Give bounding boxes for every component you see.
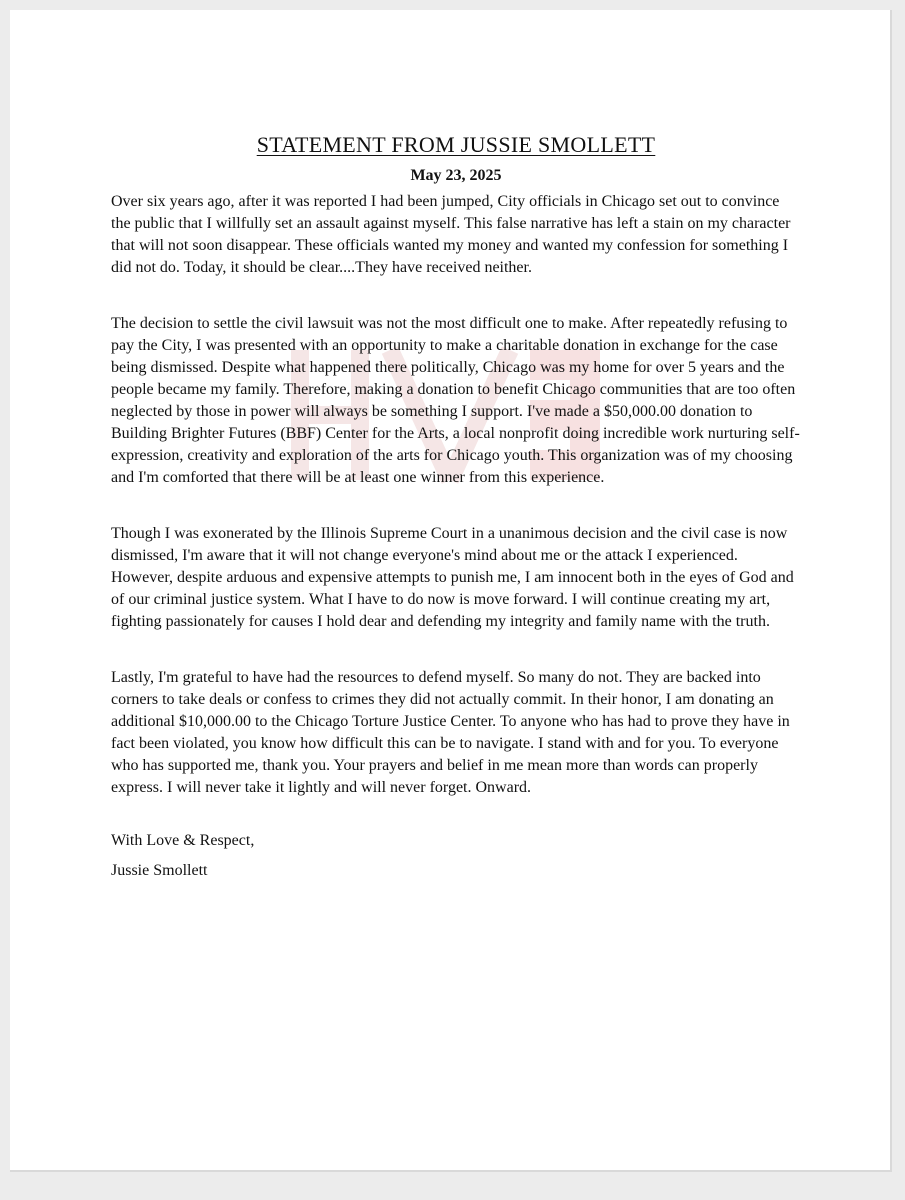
signature-name: Jussie Smollett: [111, 862, 208, 879]
document-page: [10, 10, 892, 1172]
paragraph-1: Over six years ago, after it was reported I had been jumped, City officials in Chicago set out to convince the public that I willfully set an assault against myself. This false narrative has left a stain on my character that will not soon disappear. These officials wanted my money and wanted my confession for something I did not do. Today, it should be clear....They have received neither.: [111, 193, 791, 276]
closing-line: With Love & Respect,: [111, 832, 255, 849]
paragraph-gap: [111, 279, 801, 313]
paragraph-4: Lastly, I'm grateful to have had the resources to defend myself. So many do not. They are backed into corners to take deals or confess to crimes they did not actually commit. In their honor, I am donating an additional $10,000.00 to the Chicago Torture Justice Center. To anyone who has had to prove they have in fact been violated, you know how difficult this can be to navigate. I stand with and for you. To everyone who has supported me, thank you. Your prayers and belief in me mean more than words can properly express. I will never take it lightly and will never forget. Onward.: [111, 669, 790, 796]
paragraph-2: The decision to settle the civil lawsuit was not the most difficult one to make. After repeatedly refusing to pay the City, I was presented with an opportunity to make a charitable donation in exchange for the case being dismissed. Despite what happened there politically, Chicago was my home for over 5 years and the people became my family. Therefore, making a donation to benefit Chicago communities that are too often neglected by those in power will always be something I support. I've made a $50,000.00 donation to Building Brighter Futures (BBF) Center for the Arts, a local nonprofit doing incredible work nurturing self-expression, creativity and exploration of the arts for Chicago youth. This organization was of my choosing and I'm comforted that there will be at least one winner from this experience.: [111, 315, 800, 486]
statement-date: May 23, 2025: [410, 167, 502, 184]
paragraph-gap: [111, 633, 801, 667]
paragraph-gap: [111, 489, 801, 523]
paragraph-3: Though I was exonerated by the Illinois Supreme Court in a unanimous decision and the civil case is now dismissed, I'm aware that it will not change everyone's mind about me or the attack I experienced. However, despite arduous and expensive attempts to punish me, I am innocent both in the eyes of God and of our criminal justice system. What I have to do now is move forward. I will continue creating my art, fighting passionately for causes I hold dear and defending my integrity and family name with the truth.: [111, 525, 794, 630]
statement-body: [111, 130, 801, 882]
statement-title: STATEMENT FROM JUSSIE SMOLLETT: [256, 132, 656, 157]
